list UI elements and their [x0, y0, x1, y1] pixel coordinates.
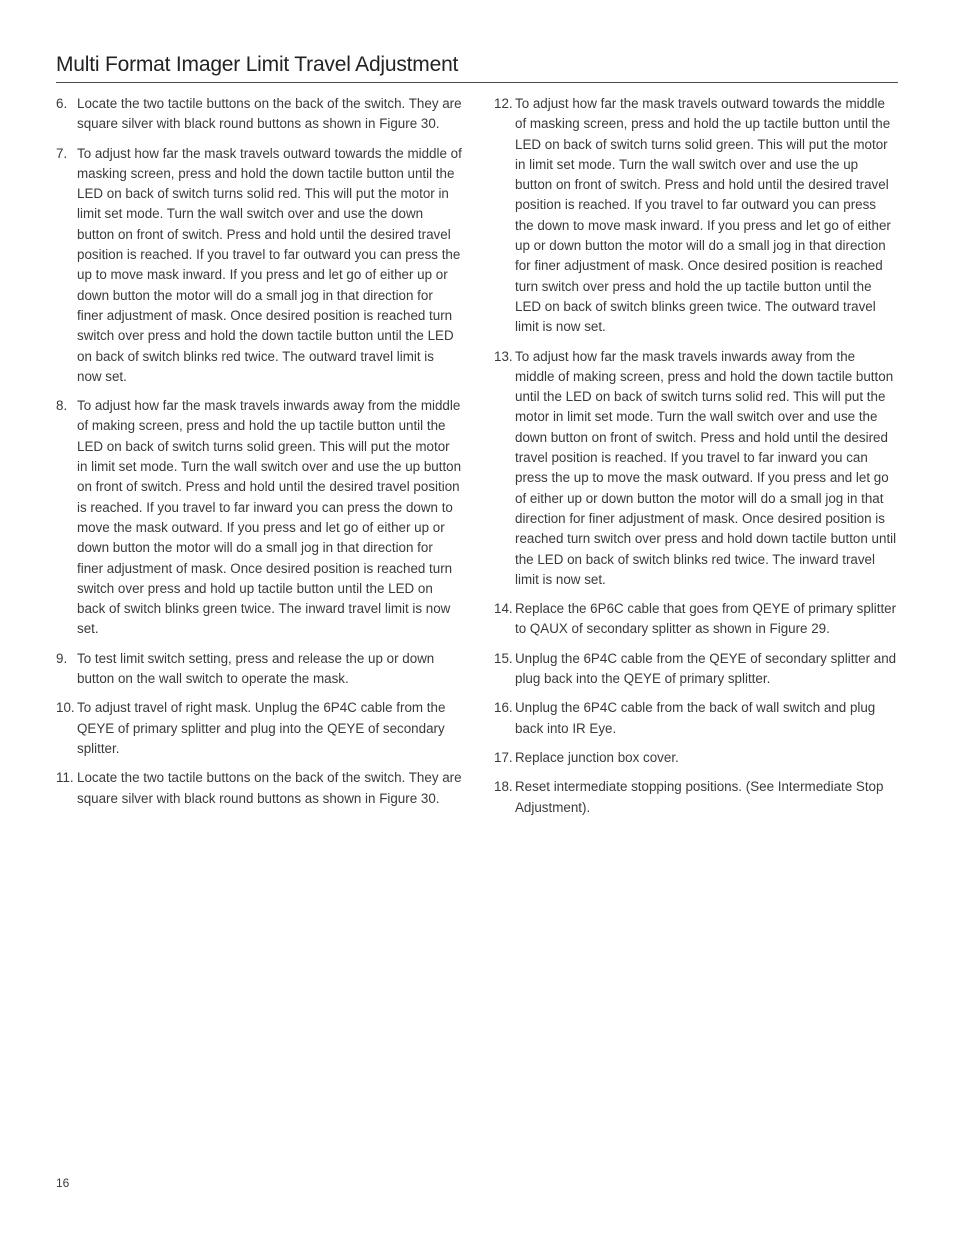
step-item: [494, 94, 898, 338]
step-number: 16.: [494, 700, 513, 716]
step-text: Replace the 6P6C cable that goes from QEYE of primary splitter to QAUX of secondary splitter as shown in Figure 29.: [515, 601, 897, 637]
step-number: 18.: [494, 779, 513, 795]
step-number: 13.: [494, 348, 513, 364]
step-number: 10.: [56, 700, 75, 716]
step-item: [494, 599, 898, 640]
step-text: Locate the two tactile buttons on the back of the switch. They are square silver with black round buttons as shown in Figure 30.: [77, 96, 462, 132]
step-text: Reset intermediate stopping positions. (See Intermediate Stop Adjustment).: [515, 779, 884, 815]
step-text: To adjust how far the mask travels outward towards the middle of masking screen, press and hold the up tactile button until the LED on back of switch turns solid green. This will put the motor in limit set mode. Turn the wall switch over and use the up button on front of switch. Press and hold until the desired travel position is reached. If you travel to far outward you can press the down to move mask inward. If you press and let go of either up or down button the motor will do a small jog in that direction for finer adjustment of mask. Once desired position is reached turn switch over press and hold the up tactile button until the LED on back of switch blinks green twice. The outward travel limit is now set.: [515, 96, 891, 335]
step-item: [56, 768, 462, 809]
step-number: 12.: [494, 96, 513, 111]
step-text: To adjust how far the mask travels inwards away from the middle of making screen, press and hold the down tactile button until the LED on back of switch turns solid red. This will put the motor in limit set mode. Turn the wall switch over and use the down button on front of switch. Press and hold until the desired travel position is reached. If you travel to far inward you can press the up to move the mask outward. If you press and let go of either up or down button the motor will do a small jog in that direction for finer adjustment of mask. Once desired position is reached turn switch over press and hold down tactile button until the LED on back of switch blinks red twice. The inward travel limit is now set.: [515, 348, 897, 587]
page-number: 16: [56, 1176, 70, 1190]
step-item: [494, 748, 898, 768]
step-item: [56, 396, 462, 640]
left-column: [56, 94, 462, 818]
step-text: To test limit switch setting, press and release the up or down button on the wall switch to operate the mask.: [77, 650, 435, 687]
step-text: To adjust how far the mask travels inwards away from the middle of making screen, press and hold the up tactile button until the LED on back of switch turns solid green. This will put the motor in limit set mode. Turn the wall switch over and use the up button on front of switch. Press and hold until the desired travel position is reached. If you travel to far inward you can press the down to move the mask outward. If you press and let go of either up or down button the motor will do a small jog in that direction for finer adjustment of mask. Once desired position is reached turn switch over press and hold up tactile button until the LED on back of switch blinks green twice. The inward travel limit is now set.: [77, 398, 462, 637]
step-number: 17.: [494, 749, 513, 765]
page-title: Multi Format Imager Limit Travel Adjustment: [56, 52, 898, 83]
step-text: Unplug the 6P4C cable from the QEYE of secondary splitter and plug back into the QEYE of primary splitter.: [515, 650, 897, 687]
step-item: [494, 777, 898, 818]
step-text: To adjust how far the mask travels outward towards the middle of masking screen, press and hold the down tactile button until the LED on back of switch turns solid red. This will put the motor in limit set mode. Turn the wall switch over and use the down button on front of switch. Press and hold until the desired travel position is reached. If you travel to far outward you can press the up to move mask inward. If you press and let go of either up or down button the motor will do a small jog in that direction for finer adjustment of mask. Once desired position is reached turn switch over press and hold the down tactile button until the LED on back of switch blinks red twice. The outward travel limit is now set.: [77, 145, 462, 384]
step-number: 11.: [56, 770, 74, 786]
step-item: [56, 144, 462, 388]
step-item: [494, 347, 898, 591]
step-text: Replace junction box cover.: [515, 749, 679, 765]
step-number: 14.: [494, 601, 513, 617]
step-item: [56, 94, 462, 135]
step-number: 9.: [56, 650, 68, 666]
step-item: [494, 649, 898, 690]
step-text: Locate the two tactile buttons on the back of the switch. They are square silver with black round buttons as shown in Figure 30.: [77, 770, 462, 806]
step-text: Unplug the 6P4C cable from the back of wall switch and plug back into IR Eye.: [515, 700, 876, 736]
step-item: [56, 698, 462, 759]
step-number: 15.: [494, 650, 513, 666]
step-number: 7.: [56, 145, 68, 161]
step-number: 6.: [56, 96, 68, 111]
step-item: [494, 698, 898, 739]
step-item: [56, 649, 462, 690]
right-column: [494, 94, 898, 827]
step-text: To adjust travel of right mask. Unplug the 6P4C cable from the QEYE of primary splitter and plug into the QEYE of secondary splitter.: [77, 700, 446, 756]
step-number: 8.: [56, 398, 68, 414]
